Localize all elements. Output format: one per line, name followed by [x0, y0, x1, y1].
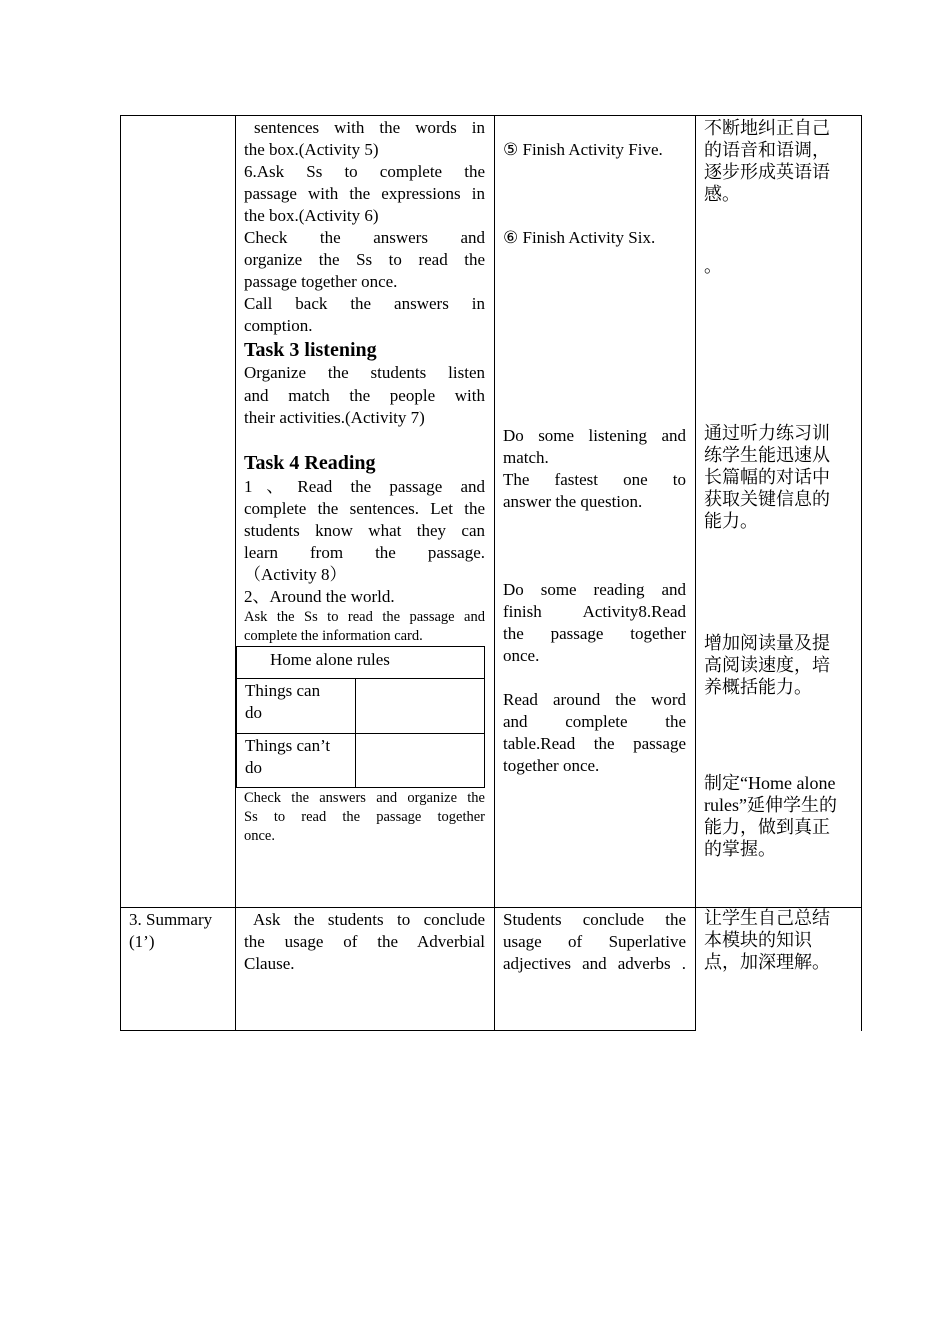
student-read-around	[503, 689, 686, 777]
text-line: 练学生能迅速从	[704, 445, 830, 465]
text-line: Students conclude the	[503, 910, 686, 929]
check-instruction	[244, 227, 485, 293]
task4-step1	[244, 476, 485, 586]
text-line: Do some reading and	[503, 580, 686, 599]
text-line: 能力。	[704, 511, 758, 531]
text-line: passage together once.	[244, 272, 398, 291]
text-line: match.	[503, 448, 549, 467]
student-listening-block	[503, 425, 686, 513]
text-line: Check the answers and organize the	[244, 790, 485, 806]
student-fastest	[503, 469, 686, 513]
text-line: Things can	[245, 681, 321, 700]
text-line: do	[245, 703, 262, 722]
purpose-cell-summary	[695, 907, 862, 1031]
text-line: 。	[704, 256, 722, 276]
text-line: learn from the passage.	[244, 543, 485, 562]
purpose-mark	[704, 255, 856, 277]
text-line: 制定“Home alone	[704, 773, 836, 793]
text-line: finish Activity8.Read	[503, 602, 686, 621]
text-line: 感。	[704, 184, 740, 204]
text-line: students know what they can	[244, 521, 485, 540]
text-line: （Activity 8）	[244, 565, 347, 584]
text-line: organize the Ss to read the	[244, 250, 485, 269]
text-line: 能力，做到真正	[704, 817, 830, 837]
text-line: Organize the students listen	[244, 363, 485, 382]
rules-label-cannot	[237, 734, 356, 787]
student-activity-cell	[494, 115, 695, 907]
text-line: sentences with the words in	[254, 118, 485, 137]
text-line: answer the question.	[503, 492, 643, 511]
text-line: Ask the students to conclude	[253, 910, 485, 929]
step-cell-summary	[120, 907, 235, 1031]
text-line: 本模块的知识	[704, 930, 812, 950]
text-line: do	[245, 758, 262, 777]
teacher-activity-cell	[235, 115, 494, 907]
text-line: 的掌握。	[704, 839, 776, 859]
student-listening	[503, 425, 686, 469]
text-line: 长篇幅的对话中	[704, 467, 830, 487]
text-line: 获取关键信息的	[704, 489, 830, 509]
teacher-intro-block	[244, 117, 485, 337]
text-line: 的语音和语调，	[704, 140, 830, 160]
text-line: 逐步形成英语语	[704, 162, 830, 182]
text-line: the box.(Activity 6)	[244, 206, 379, 225]
student-activity5: ⑤ Finish Activity Five.	[503, 140, 663, 159]
task4-heading: Task 4 Reading	[244, 452, 376, 474]
text-line: Check the answers and	[244, 228, 485, 247]
text-line: 通过听力练习训	[704, 423, 830, 443]
text-line: usage of Superlative	[503, 932, 686, 951]
purpose-rules	[704, 772, 856, 860]
student-reading	[503, 579, 686, 667]
text-line: and complete the	[503, 712, 686, 731]
text-line: Ss to read the passage together	[244, 809, 485, 825]
text-line: once.	[503, 646, 540, 665]
text-line: 增加阅读量及提	[704, 633, 830, 653]
text-line: table.Read the passage	[503, 734, 686, 753]
text-line: passage with the expressions in	[244, 184, 485, 203]
text-line: Ask the Ss to read the passage and	[244, 609, 485, 625]
rules-value-cell	[356, 679, 484, 733]
text-line: 点，加深理解。	[704, 952, 830, 972]
home-alone-rules-table	[236, 646, 485, 788]
text-line: once.	[244, 828, 275, 844]
rules-table-row	[237, 733, 484, 787]
text-line: 高阅读速度，培	[704, 655, 830, 675]
task4-check-note	[244, 789, 485, 846]
summary-step-label	[129, 909, 229, 953]
teacher-activity-cell-summary	[235, 907, 494, 1031]
purpose-listening	[704, 422, 856, 532]
summary-student-activity	[503, 909, 686, 975]
text-line: (1’)	[129, 932, 155, 951]
text-line: Things can’t	[245, 736, 331, 755]
text-line: 6.Ask Ss to complete the	[244, 162, 485, 181]
text-line: Call back the answers in	[244, 294, 485, 313]
rules-table-title: Home alone rules	[270, 650, 390, 669]
text-line: comption.	[244, 316, 313, 335]
rules-value-cell	[356, 734, 484, 787]
text-line: Read around the word	[503, 690, 686, 709]
text-line: the box.(Activity 5)	[244, 140, 379, 159]
activity5-instruction	[244, 117, 485, 161]
call-back-instruction	[244, 293, 485, 337]
summary-teacher-activity	[244, 909, 485, 975]
purpose-pronunciation	[704, 117, 856, 205]
text-line: complete the sentences. Let the	[244, 499, 485, 518]
text-line: rules”延伸学生的	[704, 795, 837, 815]
task3-instruction	[244, 362, 485, 430]
text-line: together once.	[503, 756, 600, 775]
text-line: The fastest one to	[503, 470, 686, 489]
task3-heading: Task 3 listening	[244, 339, 377, 361]
text-line: 3. Summary	[129, 910, 213, 929]
summary-purpose	[704, 907, 856, 973]
rules-label-can	[237, 679, 356, 733]
text-line: and match the people with	[244, 385, 485, 405]
text-line: Do some listening and	[503, 426, 686, 445]
purpose-cell	[695, 115, 862, 907]
text-line: 不断地纠正自己	[704, 118, 830, 138]
step-cell	[120, 115, 235, 907]
text-line: 1、Read the passage and	[244, 477, 485, 496]
purpose-reading	[704, 632, 856, 698]
task4-step2: 2、Around the world.	[244, 587, 395, 606]
student-activity-cell-summary	[494, 907, 695, 1031]
text-line: the usage of the Adverbial	[244, 932, 485, 951]
text-line: 让学生自己总结	[704, 908, 830, 928]
task4-step2-note	[244, 608, 485, 646]
text-line: complete the information card.	[244, 628, 423, 644]
text-line: 养概括能力。	[704, 677, 812, 697]
text-line: adjectives and adverbs .	[503, 954, 686, 973]
student-activity6: ⑥ Finish Activity Six.	[503, 228, 656, 247]
rules-table-row	[237, 678, 484, 733]
text-line: Clause.	[244, 954, 295, 973]
text-line: their activities.(Activity 7)	[244, 408, 425, 427]
activity6-instruction	[244, 161, 485, 227]
text-line: the passage together	[503, 624, 686, 643]
